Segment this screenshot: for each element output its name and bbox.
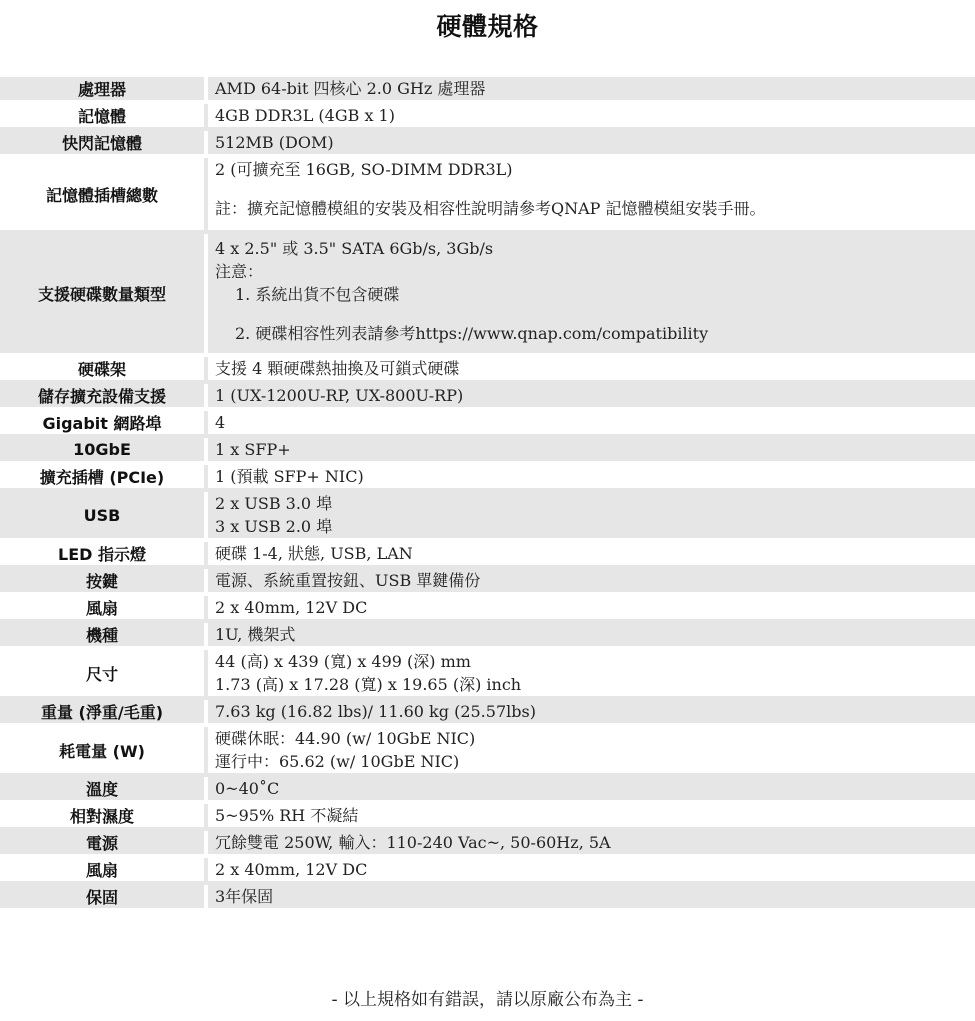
table-row <box>0 357 975 384</box>
row-value-flash <box>204 131 975 158</box>
table-row <box>0 596 975 623</box>
table-row <box>0 492 975 542</box>
table-row <box>0 650 975 700</box>
table-row <box>0 623 975 650</box>
row-label-gigabit: Gigabit 網路埠 <box>0 411 204 438</box>
table-row <box>0 158 975 234</box>
table-row <box>0 885 975 912</box>
row-label-dimensions: 尺寸 <box>0 650 204 700</box>
row-label-form-factor: 機種 <box>0 623 204 650</box>
table-row <box>0 384 975 411</box>
row-value-temperature <box>204 777 975 804</box>
row-value-memory-slots <box>204 158 975 234</box>
table-row <box>0 411 975 438</box>
row-label-power-supply: 電源 <box>0 831 204 858</box>
table-row <box>0 831 975 858</box>
table-row <box>0 438 975 465</box>
value-line: 1 (預載 SFP+ NIC) <box>215 467 364 486</box>
row-value-memory <box>204 104 975 131</box>
value-line: 1.73 (高) x 17.28 (寬) x 19.65 (深) inch <box>215 675 522 694</box>
value-note: 註：擴充記憶體模組的安裝及相容性說明請參考QNAP 記憶體模組安裝手冊。 <box>215 199 766 218</box>
value-line: 支援 4 顆硬碟熱抽換及可鎖式硬碟 <box>215 359 460 378</box>
value-line: 2 x 40mm, 12V DC <box>215 598 368 617</box>
row-value-warranty <box>204 885 975 912</box>
row-value-power-consumption <box>204 727 975 777</box>
row-value-power-supply <box>204 831 975 858</box>
table-row <box>0 131 975 158</box>
row-value-cpu <box>204 77 975 104</box>
row-label-humidity: 相對濕度 <box>0 804 204 831</box>
row-label-flash: 快閃記憶體 <box>0 131 204 158</box>
row-value-drive-bays <box>204 234 975 357</box>
row-value-fan-2 <box>204 858 975 885</box>
row-label-pcie: 擴充插槽 (PCIe) <box>0 465 204 492</box>
row-label-memory-slots: 記憶體插槽總數 <box>0 158 204 234</box>
value-line: 2 (可擴充至 16GB, SO-DIMM DDR3L) <box>215 160 513 179</box>
value-line: 1 (UX-1200U-RP, UX-800U-RP) <box>215 386 464 405</box>
row-label-fan: 風扇 <box>0 596 204 623</box>
table-row <box>0 777 975 804</box>
table-row <box>0 727 975 777</box>
row-value-drive-tray <box>204 357 975 384</box>
value-line: 1. 系統出貨不包含硬碟 <box>235 285 400 304</box>
value-line: 5~95% RH 不凝結 <box>215 806 359 825</box>
value-line: 硬碟休眠：44.90 (w/ 10GbE NIC) <box>215 729 476 748</box>
row-value-expansion-unit <box>204 384 975 411</box>
value-line: 2 x 40mm, 12V DC <box>215 860 368 879</box>
row-label-buttons: 按鍵 <box>0 569 204 596</box>
value-line: 1U, 機架式 <box>215 625 296 644</box>
row-label-warranty: 保固 <box>0 885 204 912</box>
value-line: 電源、系統重置按鈕、USB 單鍵備份 <box>215 571 481 590</box>
row-value-humidity <box>204 804 975 831</box>
row-value-form-factor <box>204 623 975 650</box>
table-row <box>0 858 975 885</box>
value-line: 3年保固 <box>215 887 274 906</box>
row-label-drive-tray: 硬碟架 <box>0 357 204 384</box>
table-row <box>0 700 975 727</box>
row-label-weight: 重量 (淨重/毛重) <box>0 700 204 727</box>
row-label-temperature: 溫度 <box>0 777 204 804</box>
value-line: 1 x SFP+ <box>215 440 291 459</box>
value-line: 3 x USB 2.0 埠 <box>215 517 333 536</box>
row-label-10gbe: 10GbE <box>0 438 204 465</box>
row-value-fan <box>204 596 975 623</box>
value-line: 7.63 kg (16.82 lbs)/ 11.60 kg (25.57lbs) <box>215 702 536 721</box>
table-row <box>0 77 975 104</box>
value-line: 4 x 2.5" 或 3.5" SATA 6Gb/s, 3Gb/s <box>215 239 494 258</box>
table-row <box>0 104 975 131</box>
row-value-usb <box>204 492 975 542</box>
row-value-dimensions <box>204 650 975 700</box>
value-line: 4 <box>215 413 226 432</box>
value-line: 512MB (DOM) <box>215 133 334 152</box>
value-line: 運行中：65.62 (w/ 10GbE NIC) <box>215 752 460 771</box>
row-label-cpu: 處理器 <box>0 77 204 104</box>
table-row <box>0 234 975 357</box>
table-row <box>0 465 975 492</box>
table-row <box>0 542 975 569</box>
row-value-10gbe <box>204 438 975 465</box>
row-label-drive-bays: 支援硬碟數量類型 <box>0 234 204 357</box>
spec-table <box>0 77 975 912</box>
row-label-power-consumption: 耗電量 (W) <box>0 727 204 777</box>
value-line: 44 (高) x 439 (寬) x 499 (深) mm <box>215 652 471 671</box>
row-value-led <box>204 542 975 569</box>
row-value-pcie <box>204 465 975 492</box>
value-line: 注意： <box>215 262 264 281</box>
row-label-expansion-unit: 儲存擴充設備支援 <box>0 384 204 411</box>
row-value-gigabit <box>204 411 975 438</box>
row-value-buttons <box>204 569 975 596</box>
row-value-weight <box>204 700 975 727</box>
page-title: 硬體規格 <box>436 12 539 41</box>
table-row <box>0 804 975 831</box>
value-line: 2 x USB 3.0 埠 <box>215 494 333 513</box>
value-link-line: 2. 硬碟相容性列表請參考https://www.qnap.com/compatibility <box>235 324 709 343</box>
table-row <box>0 569 975 596</box>
row-label-led: LED 指示燈 <box>0 542 204 569</box>
value-line: AMD 64-bit 四核心 2.0 GHz 處理器 <box>215 79 486 98</box>
value-line: 冗餘雙電 250W, 輸入：110-240 Vac~, 50-60Hz, 5A <box>215 833 611 852</box>
row-label-fan-2: 風扇 <box>0 858 204 885</box>
row-label-memory: 記憶體 <box>0 104 204 131</box>
value-line: 4GB DDR3L (4GB x 1) <box>215 106 395 125</box>
value-line: 0~40˚C <box>215 779 280 798</box>
footer-note: - 以上規格如有錯誤，請以原廠公布為主 - <box>331 990 644 1010</box>
value-line: 硬碟 1-4, 狀態, USB, LAN <box>215 544 413 563</box>
row-label-usb: USB <box>0 492 204 542</box>
